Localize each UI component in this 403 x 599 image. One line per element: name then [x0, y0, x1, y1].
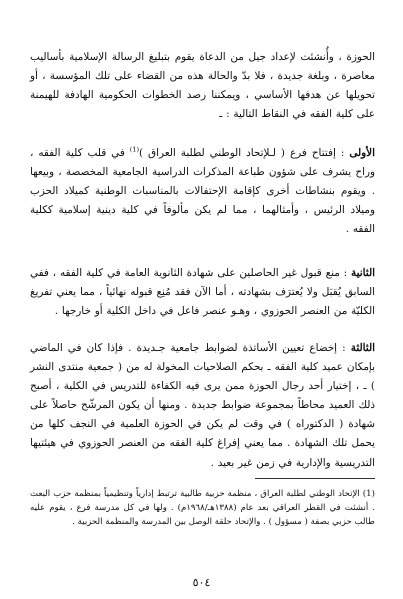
- paragraph-second: [30, 264, 375, 321]
- footnote-marker: (1): [129, 145, 140, 154]
- paragraph-third: [30, 339, 375, 473]
- paragraph-intro: [30, 48, 375, 124]
- paragraph-first: [30, 144, 375, 239]
- page-number: ٥٠٤: [192, 576, 211, 589]
- point-third-heading: الثالثة: [350, 342, 375, 354]
- point-first-text-b: في قلب كلية الفقه ، وراح يشرف على شؤون طباعة المذكرات الدراسية الجامعية المخصصة ، وبيعها . ويقوم بنشاطات أخرى كإقامة الإحتفالات بالمناسبات الوطنية كميلاد الحزب وميلاد الرئيس ، وأمثالهما ، مما لم يكن مألوفاً في كلية دينية إسلامية ككلية الفقه .: [30, 147, 375, 236]
- footnote-text: (1) الإتحاد الوطني لطلبة العراق ، منظمة حزبية طالبية ترتبط إدارياً وتنظيمياً بمنظمة حزب البعث . أنشئت في القطر العراقي بعد عام (١٣٨٨هـ/١٩٦٨م) . ولها في كل مدرسة فرع ، يقوم عليه طالب حزبي بصفة ( مسؤول ) . والإتحاد حلقة الوصل بين المدرسة والمنظمة الحزبية .: [30, 489, 375, 528]
- point-first-heading: الأولى: [349, 147, 375, 159]
- footnote: [30, 487, 375, 530]
- point-third-text: : إخضاع تعيين الأساتذة لضوابط جامعية جـديدة . فإذا كان في الماضي بإمكان عميد كلية الفقه ـ بحكم الصلاحيات المخولة له من ( جمعية منتدى النشر ) ـ ، إختيار أحد رجال الحوزة ممن يرى فيه الكفاءة للتدريس في الكلية ، أصبح ذلك العميد محاطاً بمجموعة ضوابط جديدة . ومنها أن يكون المرشّح حاصلاً على شهادة ( الدكتوراه ) في وقت لم يكن في الحوزة العلمية في النجف كلها من يحمل تلك الشهادة . مما يعني إفراغ كلية الفقه من العنصر الحوزوي في هيئتيها التدريسية والإدارية في زمن غير بعيد .: [30, 342, 375, 469]
- point-first-text-a: : إفتتاح فرع ( لـلإتحاد الوطني لطلبة العراق ): [139, 147, 350, 159]
- point-second: [30, 264, 375, 321]
- point-third: [30, 339, 375, 473]
- point-second-heading: الثانية: [351, 267, 375, 279]
- footnote-divider: [255, 478, 375, 479]
- body-text: [30, 48, 375, 124]
- paragraph-intro-text: الحوزة ، وأُنشئت لإعداد جيل من الدعاة يقوم بتبليغ الرسالة الإسلامية بأساليب معاصرة ، وبلغة جديدة ، فلا بدّ والحالة هذه من القضاء على تلك المؤسسة ، أو تحويلها عن هدفها الأساسي ، ويمكننا رصد الخطوات الحكومية الهادفة للهيمنة على كلية الفقه في النقاط التالية : ـ: [30, 51, 375, 121]
- point-second-text: : منع قبول غير الحاصلين على شهادة الثانوية العامة في كلية الفقه ، ففي السابق يُقبَل ولا يُعترَف بشهادته ، أما الآن فقد مُنِع قبوله نهائياً ، مما يعني تفريغ الكليّة من العنصر الحوزوي ، وهـو عنصر فاعل في داخل الكلية أو خارجها .: [30, 267, 375, 318]
- point-first: [30, 144, 375, 239]
